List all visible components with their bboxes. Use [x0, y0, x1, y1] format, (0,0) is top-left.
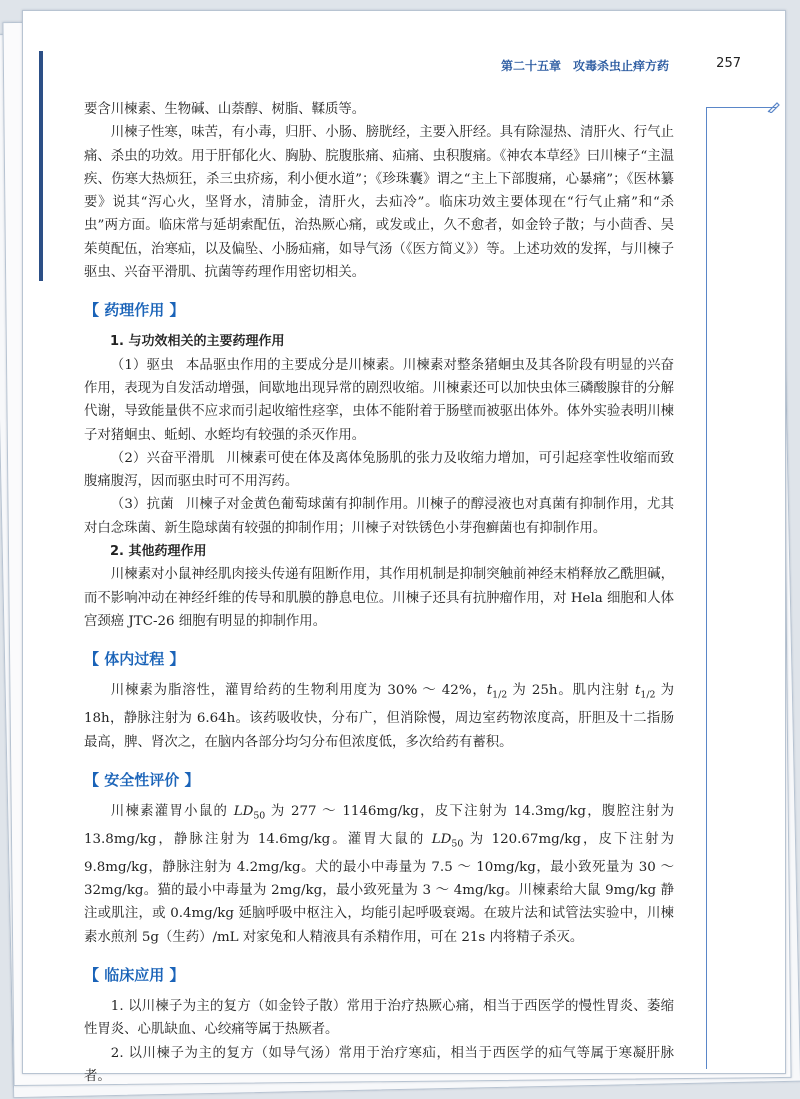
clinical-item: 1. 以川楝子为主的复方（如金铃子散）常用于治疗热厥心痛，相当于西医学的慢性胃炎、萎缩性胃炎、心肌缺血、心绞痛等属于热厥者。 — [84, 998, 674, 1038]
pk-text-1: 川楝素为脂溶性，灌胃给药的生物利用度为 30% ～ 42%， — [110, 683, 487, 699]
section-title-pharmacology: 【 药理作用 】 — [84, 301, 185, 320]
section-title-pharmacokinetics: 【 体内过程 】 — [84, 650, 185, 669]
t-half-subscript: 1/2 — [492, 689, 508, 701]
page-edge-strip — [39, 51, 43, 281]
ld-symbol: LD — [233, 803, 254, 819]
section-title-clinical: 【 临床应用 】 — [84, 965, 185, 984]
chapter-title: 第二十五章 攻毒杀虫止痒方药 — [500, 59, 669, 73]
pk-text-2: 为 25h。肌内注射 — [507, 683, 635, 699]
pk-text-3: 为 18h，静脉注射为 6.64h。该药吸收快，分布广，但消除慢，周边室药物浓度高，肝胆及十二指肠最高，脾、肾次之，在脑内各部分均匀分布但浓度低，多次给药有蓄积。 — [84, 683, 674, 750]
pharm-item-anthelmintic — [84, 354, 674, 447]
pharmacokinetics-paragraph — [84, 679, 674, 754]
clinical-item: 2. 以川楝子为主的复方（如导气汤）常用于治疗寒疝，相当于西医学的疝气等属于寒凝肝脉者。 — [84, 1045, 674, 1084]
subsection-title-main-effects: 1. 与功效相关的主要药理作用 — [110, 334, 285, 350]
t-half-symbol: t — [486, 683, 493, 699]
item-label: （3）抗菌 — [110, 497, 174, 513]
t-half-symbol: t — [634, 683, 641, 699]
safety-text-3: 为 120.67mg/kg，皮下注射为 9.8mg/kg，静脉注射为 4.2mg/kg。犬的最小中毒量为 7.5 ～ 10mg/kg，最小致死量为 30 ～ 32mg/kg。猫的最小中毒量为 2mg/kg，最小致死量为 3 ～ 4mg/kg。川楝素给大鼠 9mg/kg 静注或肌注，或 0.4mg/kg 延脑呼吸中枢注入，均能引起呼吸衰竭。在玻片法和试管法实验中，川楝素水煎剂 5g（生药）/mL 对家兔和人精液具有杀精作用，可在 21s 内将精子杀灭。 — [84, 831, 674, 945]
pharm-item-antibacterial — [84, 493, 674, 540]
item-label: （2）兴奋平滑肌 — [110, 450, 215, 466]
ld-subscript: 50 — [451, 838, 464, 850]
item-text: 川楝素可使在体及离体兔肠肌的张力及收缩力增加，可引起痉挛性收缩而致腹痛腹泻，因而驱虫时可不用泻药。 — [84, 450, 674, 490]
ld-subscript: 50 — [253, 810, 266, 822]
safety-paragraph — [84, 800, 674, 949]
t-half-subscript: 1/2 — [640, 689, 656, 701]
section-title-safety: 【 安全性评价 】 — [84, 770, 200, 789]
item-text: 本品驱虫作用的主要成分是川楝素。川楝素对整条猪蛔虫及其各阶段有明显的兴奋作用，表现为自发活动增强，间歇地出现异常的剧烈收缩。川楝素还可以加快虫体三磷酸腺苷的分解代谢，导致能量供不应求而引起收缩性痉挛，虫体不能附着于肠壁而被驱出体外。体外实验表明川楝子对猪蛔虫、蚯蚓、水蛭均有较强的杀灭作用。 — [84, 357, 674, 443]
page-content — [84, 98, 674, 1088]
safety-text-1: 川楝素灌胃小鼠的 — [110, 803, 234, 819]
intro-line: 要含川楝素、生物碱、山萘醇、树脂、鞣质等。 — [84, 102, 366, 117]
other-effects-paragraph: 川楝素对小鼠神经肌肉接头传递有阻断作用，其作用机制是抑制突触前神经末梢释放乙酰胆碱，而不影响冲动在神经纤维的传导和肌膜的静息电位。川楝子还具有抗肿瘤作用，对 Hela 细胞和人体宫颈癌 JTC-26 细胞有明显的抑制作用。 — [84, 567, 674, 629]
pen-icon — [767, 99, 781, 113]
subsection-title-other-effects: 2. 其他药理作用 — [110, 544, 207, 560]
margin-rule-top — [706, 107, 776, 108]
item-text: 川楝子对金黄色葡萄球菌有抑制作用。川楝子的醇浸液也对真菌有抑制作用，尤其对白念珠菌、新生隐球菌有较强的抑制作用；川楝子对铁锈色小芽孢癣菌也有抑制作用。 — [84, 497, 674, 536]
item-label: （1）驱虫 — [110, 357, 174, 373]
ld-symbol: LD — [431, 831, 452, 847]
margin-rule — [706, 107, 707, 1069]
pharm-item-smooth-muscle — [84, 447, 674, 494]
safety-text-2: 为 277 ～ 1146mg/kg，皮下注射为 14.3mg/kg，腹腔注射为 13.8mg/kg，静脉注射为 14.6mg/kg。灌胃大鼠的 — [84, 803, 674, 847]
intro-paragraph: 川楝子性寒，味苦，有小毒，归肝、小肠、膀胱经，主要入肝经。具有除湿热、清肝火、行气止痛、杀虫的功效。用于肝郁化火、胸胁、脘腹胀痛、疝痛、虫积腹痛。《神农本草经》曰川楝子“主温疾、伤寒大热烦狂，杀三虫疥疡，利小便水道”；《珍珠囊》谓之“主上下部腹痛，心暴痛”；《医林纂要》说其“泻心火，坚肾水，清肺金，清肝火，去疝冷”。临床功效主要体现在“行气止痛”和“杀虫”两方面。临床常与延胡索配伍，治热厥心痛，或发或止，久不愈者，如金铃子散；与小茴香、吴茱萸配伍，治寒疝，以及偏坠、小肠疝痛，如导气汤（《医方简义》）等。上述功效的发挥，与川楝子驱虫、兴奋平滑肌、抗菌等药理作用密切相关。 — [84, 125, 674, 281]
running-header — [23, 57, 785, 77]
page-number: 257 — [716, 56, 741, 71]
